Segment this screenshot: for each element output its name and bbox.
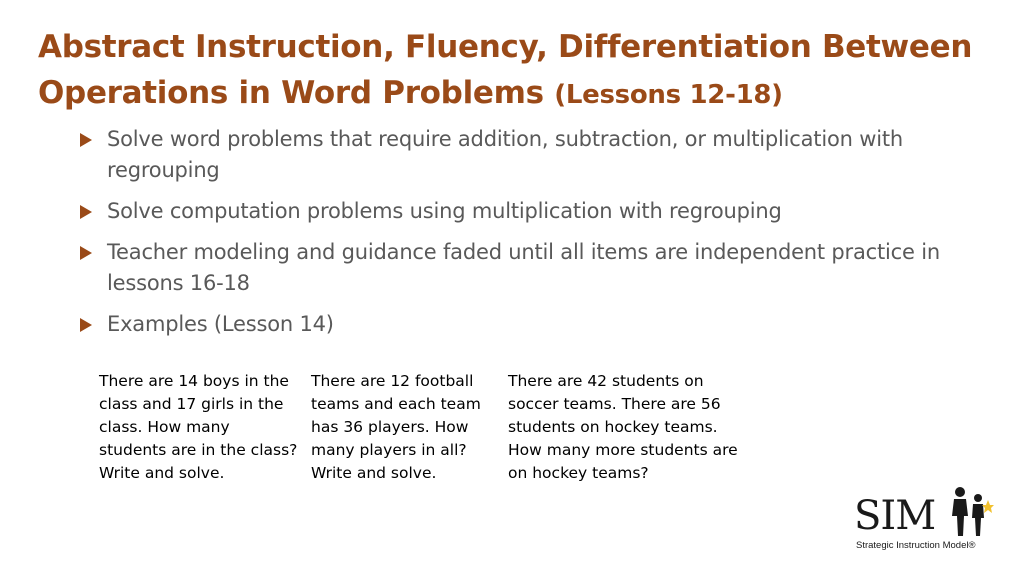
bullet-list	[80, 124, 980, 350]
bullet-text: Teacher modeling and guidance faded until all items are independent practice in lessons 16-18	[107, 240, 940, 295]
bullet-text: Solve computation problems using multiplication with regrouping	[107, 199, 782, 223]
bullet-item	[80, 237, 980, 299]
example-problem-3: There are 42 students on soccer teams. There are 56 students on hockey teams. How many more students are on hockey teams?	[508, 372, 738, 482]
bullet-arrow-icon	[80, 205, 92, 219]
logo-wordmark: SIM	[854, 493, 936, 539]
logo-tagline: Strategic Instruction Model®	[856, 540, 976, 551]
people-figures-icon	[946, 486, 994, 538]
sim-logo	[854, 484, 1004, 559]
bullet-text: Solve word problems that require addition, subtraction, or multiplication with regrouping	[107, 127, 903, 182]
title-subtitle: (Lessons 12-18)	[554, 80, 783, 110]
bullet-item	[80, 124, 980, 186]
bullet-arrow-icon	[80, 318, 92, 332]
slide-title	[38, 24, 1008, 118]
bullet-text: Examples (Lesson 14)	[107, 312, 334, 336]
title-main: Abstract Instruction, Fluency, Differentiation Between Operations in Word Problems	[38, 29, 973, 111]
example-problem-2: There are 12 football teams and each team has 36 players. How many players in all? Write and solve.	[311, 372, 481, 482]
example-problem-1: There are 14 boys in the class and 17 girls in the class. How many students are in the class? Write and solve.	[99, 372, 298, 482]
bullet-item	[80, 309, 980, 340]
bullet-arrow-icon	[80, 133, 92, 147]
bullet-item	[80, 196, 980, 227]
bullet-arrow-icon	[80, 246, 92, 260]
